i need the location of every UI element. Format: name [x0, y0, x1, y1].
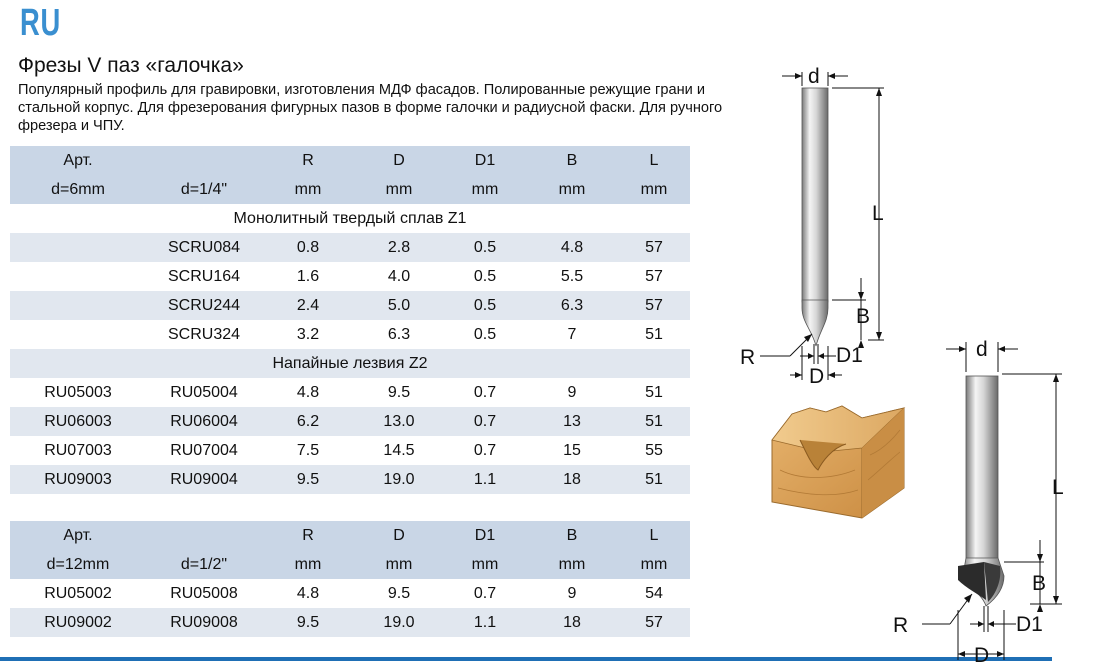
dim-D: D — [809, 365, 825, 388]
header-b: B — [526, 521, 618, 550]
table-row: SCRU164 1.6 4.0 0.5 5.5 57 — [10, 262, 690, 291]
article-code: RU09008 — [146, 608, 262, 637]
header-d14: d=1/4" — [146, 175, 262, 204]
article-code: RU09002 — [10, 608, 146, 637]
article-code: SCRU164 — [167, 267, 241, 285]
unit-d1: mm — [444, 550, 526, 579]
table-row: SCRU244 2.4 5.0 0.5 6.3 57 — [10, 291, 690, 320]
page-title: Фрезы V паз «галочка» — [18, 54, 244, 77]
dim-B: B — [856, 305, 871, 328]
dim-R: R — [740, 346, 756, 369]
section-title-brazed: Напайные лезвия Z2 — [10, 349, 690, 378]
header-d1: D1 — [444, 146, 526, 175]
table-row: RU09002 RU09008 9.5 19.0 1.1 18 57 — [10, 608, 690, 637]
dim-B: B — [1032, 572, 1047, 595]
dim-D1: D1 — [1016, 613, 1043, 636]
article-code: RU09004 — [146, 465, 262, 494]
article-code: RU05002 — [44, 584, 112, 602]
article-code: RU05008 — [170, 584, 238, 602]
table-row: RU05003 RU05004 4.8 9.5 0.7 9 51 — [10, 378, 690, 407]
dim-D: D — [974, 644, 990, 662]
article-code: SCRU244 — [146, 291, 262, 320]
article-code: SCRU084 — [146, 233, 262, 262]
dim-d: d — [808, 65, 820, 88]
dim-L: L — [1052, 476, 1064, 499]
header-d1: D1 — [444, 521, 526, 550]
header-r: R — [262, 521, 354, 550]
bit-drawing-small — [740, 65, 884, 388]
wood-sample-illustration — [772, 406, 904, 518]
unit-d: mm — [354, 550, 444, 579]
header-d: D — [354, 521, 444, 550]
article-code: RU07004 — [170, 441, 238, 459]
unit-l: mm — [618, 550, 690, 579]
unit-r: mm — [262, 550, 354, 579]
article-code: RU05004 — [170, 383, 238, 401]
dim-R: R — [893, 614, 909, 637]
article-code: RU06003 — [10, 407, 146, 436]
unit-l: mm — [618, 175, 690, 204]
article-code: RU09003 — [10, 465, 146, 494]
table-row: RU09003 RU09004 9.5 19.0 1.1 18 51 — [10, 465, 690, 494]
article-code: RU07003 — [44, 441, 112, 459]
unit-b: mm — [526, 175, 618, 204]
table-row: RU05002 RU05008 4.8 9.5 0.7 9 54 — [10, 579, 690, 608]
article-code: RU05003 — [44, 383, 112, 401]
article-code: RU06004 — [146, 407, 262, 436]
header-b: B — [526, 146, 618, 175]
table-row: RU07003 RU07004 7.5 14.5 0.7 15 55 — [10, 436, 690, 465]
header-d12in: d=1/2" — [146, 550, 262, 579]
header-l: L — [618, 146, 690, 175]
brand-logo: RU — [20, 2, 61, 44]
dim-L: L — [872, 202, 884, 225]
dim-D1: D1 — [836, 344, 863, 367]
dim-d: d — [976, 338, 988, 361]
header-d12: d=12mm — [10, 550, 146, 579]
table-row: RU06003 RU06004 6.2 13.0 0.7 13 51 — [10, 407, 690, 436]
table-row: SCRU324 3.2 6.3 0.5 7 51 — [10, 320, 690, 349]
product-description: Популярный профиль для гравировки, изготовления МДФ фасадов. Полированные режущие грани и стальной корпус. Для фрезерования фигурных пазов в форме галочки и радиусной фаски. Для ручного фрезера и ЧПУ. — [18, 82, 723, 134]
bit-drawing-large — [893, 338, 1064, 662]
section-title-carbide: Монолитный твердый сплав Z1 — [233, 209, 467, 227]
header-art: Арт. — [10, 146, 146, 175]
header-art: Арт. — [10, 521, 146, 550]
unit-d: mm — [354, 175, 444, 204]
unit-d1: mm — [444, 175, 526, 204]
table-row: SCRU084 0.8 2.8 0.5 4.8 57 — [10, 233, 690, 262]
article-code: SCRU324 — [167, 325, 241, 343]
header-d6: d=6mm — [10, 175, 146, 204]
unit-r: mm — [262, 175, 354, 204]
unit-b: mm — [526, 550, 618, 579]
header-l: L — [618, 521, 690, 550]
header-r: R — [262, 146, 354, 175]
header-d: D — [354, 146, 444, 175]
